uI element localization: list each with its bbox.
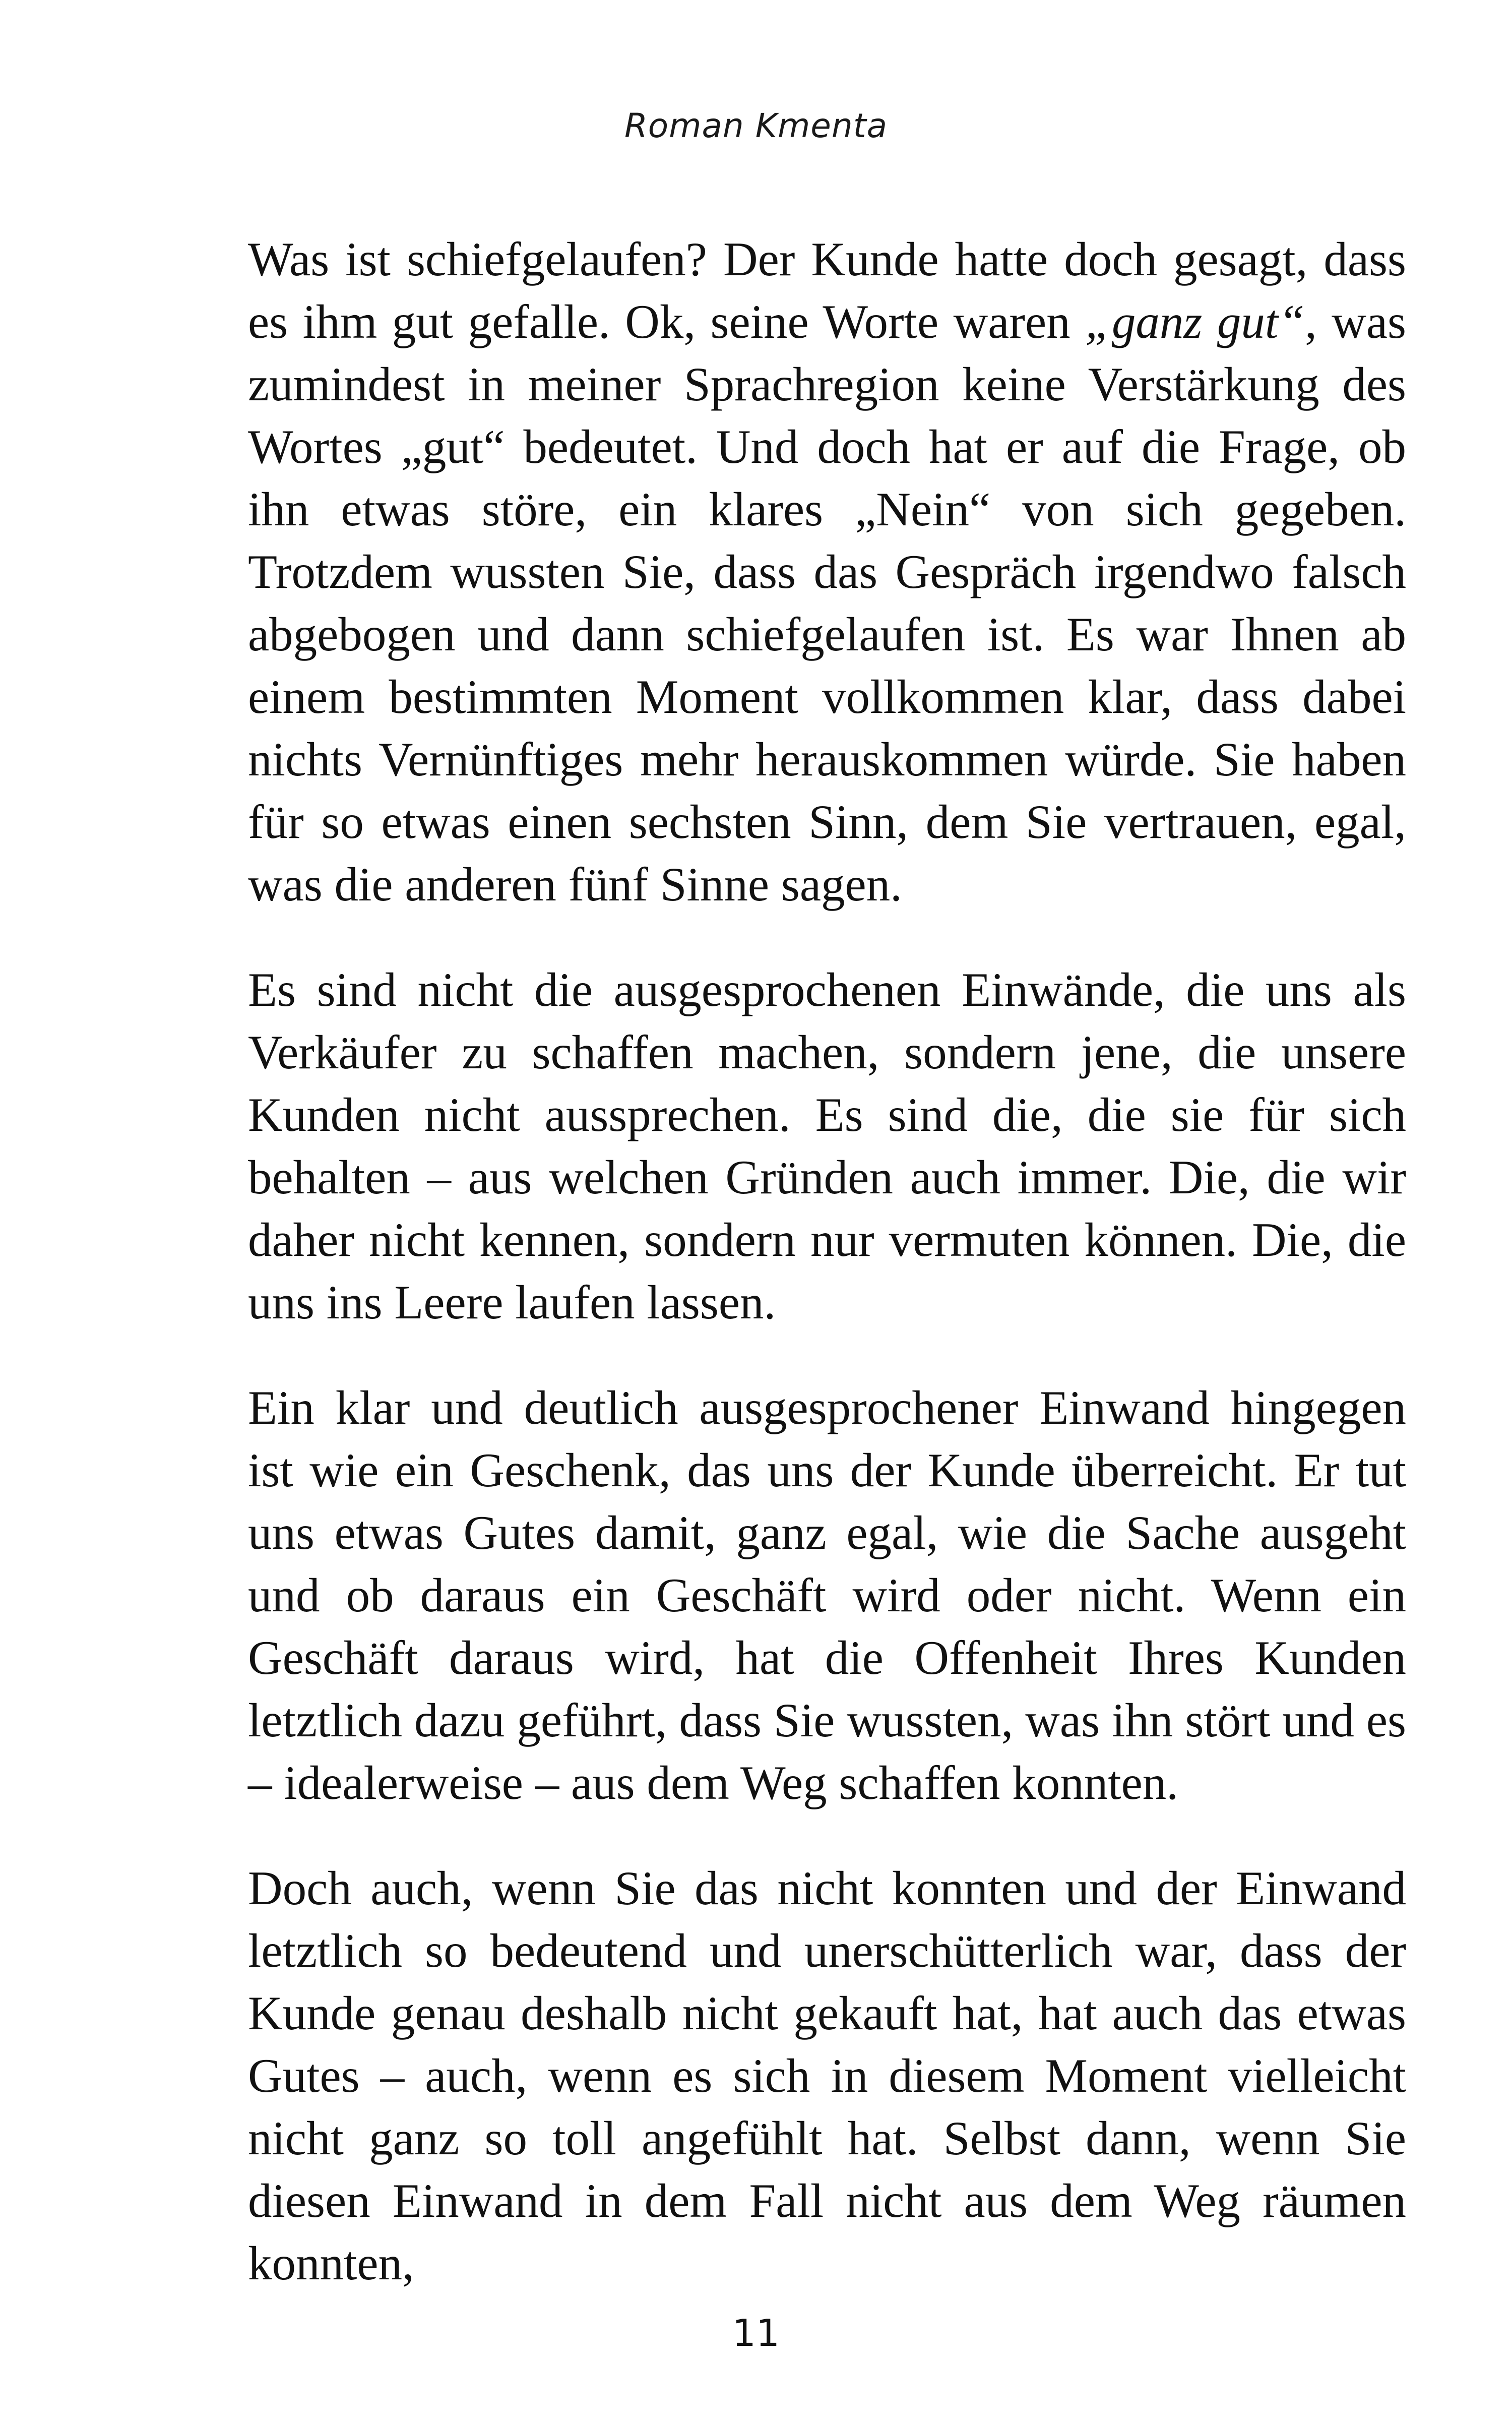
running-header-author: Roman Kmenta: [624, 106, 888, 145]
paragraph-2: Es sind nicht die ausgesprochenen Einwände, die uns als Verkäufer zu schaffen machen, sondern jene, die unsere Kunden nicht aussprechen. Es sind die, die sie für sich behalten – aus welchen Gründen auch immer. Die, die wir daher nicht kennen, sondern nur vermuten können. Die, die uns ins Leere laufen lassen.: [248, 963, 1406, 1329]
page-number: 11: [732, 2312, 780, 2355]
paragraph-1: [248, 228, 1406, 916]
body-text: [248, 228, 1406, 2294]
paragraph-1-emphasis: „ganz gut“: [1085, 295, 1305, 348]
paragraph-1-text-end: , was zumindest in meiner Sprachregion keine Verstärkung des Wortes „gut“ bedeutet. Und doch hat er auf die Frage, ob ihn etwas störe, ein klares „Nein“ von sich gegeben. Trotzdem wussten Sie, dass das Gespräch irgendwo falsch abgebogen und dann schiefgelaufen ist. Es war Ihnen ab einem bestimmten Moment vollkommen klar, dass dabei nichts Vernünftiges mehr herauskommen würde. Sie haben für so etwas einen sechsten Sinn, dem Sie vertrauen, egal, was die anderen fünf Sinne sagen.: [248, 295, 1406, 911]
paragraph-1-text-start: Was ist schiefgelaufen? Der Kunde hatte doch gesagt, dass es ihm gut gefalle. Ok, seine Worte waren: [248, 232, 1406, 348]
paragraph-4: Doch auch, wenn Sie das nicht konnten und der Einwand letztlich so bedeutend und unerschütterlich war, dass der Kunde genau deshalb nicht gekauft hat, hat auch das etwas Gutes – auch, wenn es sich in diesem Moment vielleicht nicht ganz so toll angefühlt hat. Selbst dann, wenn Sie diesen Einwand in dem Fall nicht aus dem Weg räumen konnten,: [248, 1861, 1406, 2290]
paragraph-3: Ein klar und deutlich ausgesprochener Einwand hingegen ist wie ein Geschenk, das uns der Kunde überreicht. Er tut uns etwas Gutes damit, ganz egal, wie die Sache ausgeht und ob daraus ein Geschäft wird oder nicht. Wenn ein Geschäft daraus wird, hat die Offenheit Ihres Kunden letztlich dazu geführt, dass Sie wussten, was ihn stört und es – idealerweise – aus dem Weg schaffen konnten.: [248, 1381, 1406, 1809]
